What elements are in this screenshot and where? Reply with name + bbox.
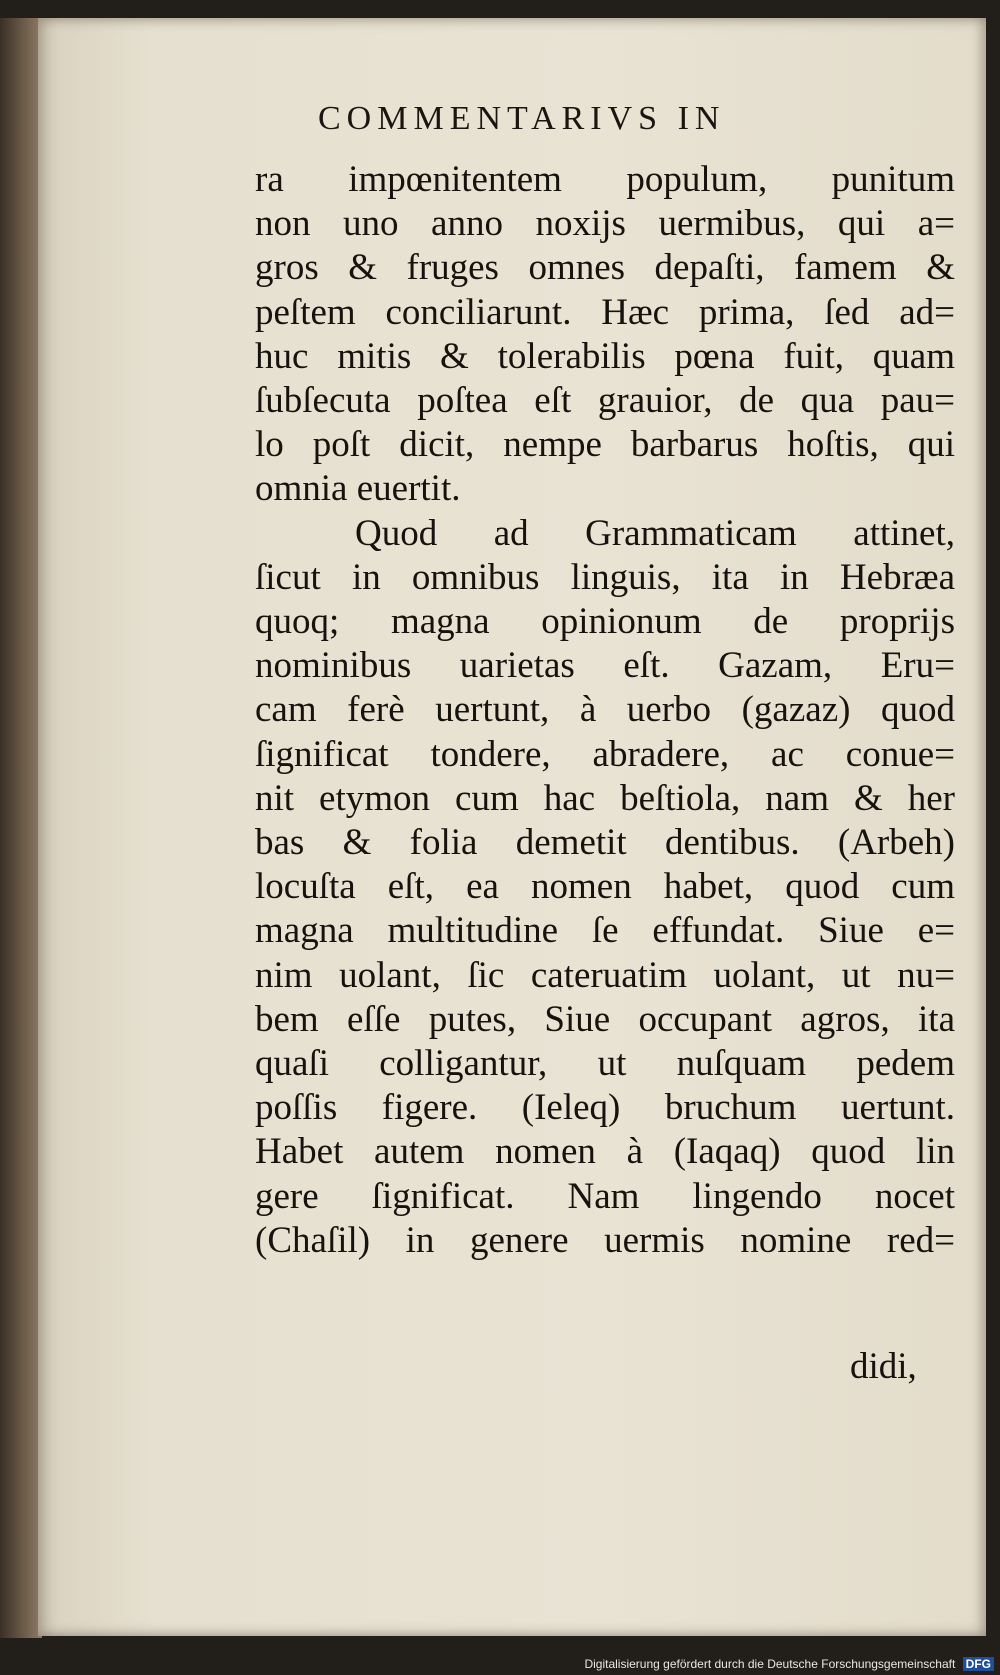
text-line: gros & fruges omnes depaſti, famem &: [255, 247, 955, 289]
paragraph-start-line: Quod ad Grammaticam attinet,: [355, 512, 955, 554]
digitization-credit: [584, 1657, 994, 1671]
catchword: didi,: [850, 1346, 917, 1387]
running-header: COMMENTARIVS IN: [318, 100, 726, 137]
text-line: locuſta eſt, ea nomen habet, quod cum: [255, 866, 955, 908]
text-line: quaſi colligantur, ut nuſquam pedem: [255, 1043, 955, 1085]
body-text: [255, 158, 955, 1263]
text-line: bas & folia demetit dentibus. (Arbeh): [255, 822, 955, 864]
paragraph-end-line: omnia euertit.: [255, 468, 461, 510]
text-line: magna multitudine ſe effundat. Siue e=: [255, 910, 955, 952]
book-spine-edge: [0, 18, 42, 1638]
text-line: huc mitis & tolerabilis pœna fuit, quam: [255, 335, 955, 377]
text-line: nim uolant, ſic cateruatim uolant, ut nu=: [255, 954, 955, 996]
text-line: ſignificat tondere, abradere, ac conue=: [255, 733, 955, 775]
text-line: nit etymon cum hac beſtiola, nam & her: [255, 777, 955, 819]
text-line: peſtem conciliarunt. Hæc prima, ſed ad=: [255, 291, 955, 333]
text-line: nominibus uarietas eſt. Gazam, Eru=: [255, 645, 955, 687]
text-line: non uno anno noxijs uermibus, qui a=: [255, 203, 955, 245]
text-line: bem eſſe putes, Siue occupant agros, ita: [255, 998, 955, 1040]
text-line: quoq; magna opinionum de proprijs: [255, 601, 955, 643]
text-line: ſicut in omnibus linguis, ita in Hebræa: [255, 556, 955, 598]
text-line: (Chaſil) in genere uermis nomine red=: [255, 1219, 955, 1261]
text-line: lo poſt dicit, nempe barbarus hoſtis, qui: [255, 424, 955, 466]
text-line: ſubſecuta poſtea eſt grauior, de qua pau=: [255, 380, 955, 422]
dfg-logo: DFG: [963, 1657, 994, 1671]
credit-text: Digitalisierung gefördert durch die Deutsche Forschungsgemeinschaft: [584, 1657, 956, 1671]
text-line: gere ſignificat. Nam lingendo nocet: [255, 1175, 955, 1217]
text-line: cam ferè uertunt, à uerbo (gazaz) quod: [255, 689, 955, 731]
text-line: Habet autem nomen à (Iaqaq) quod lin: [255, 1131, 955, 1173]
text-line: ra impœnitentem populum, punitum: [255, 159, 955, 200]
text-line: poſſis figere. (Ieleq) bruchum uertunt.: [255, 1087, 955, 1129]
